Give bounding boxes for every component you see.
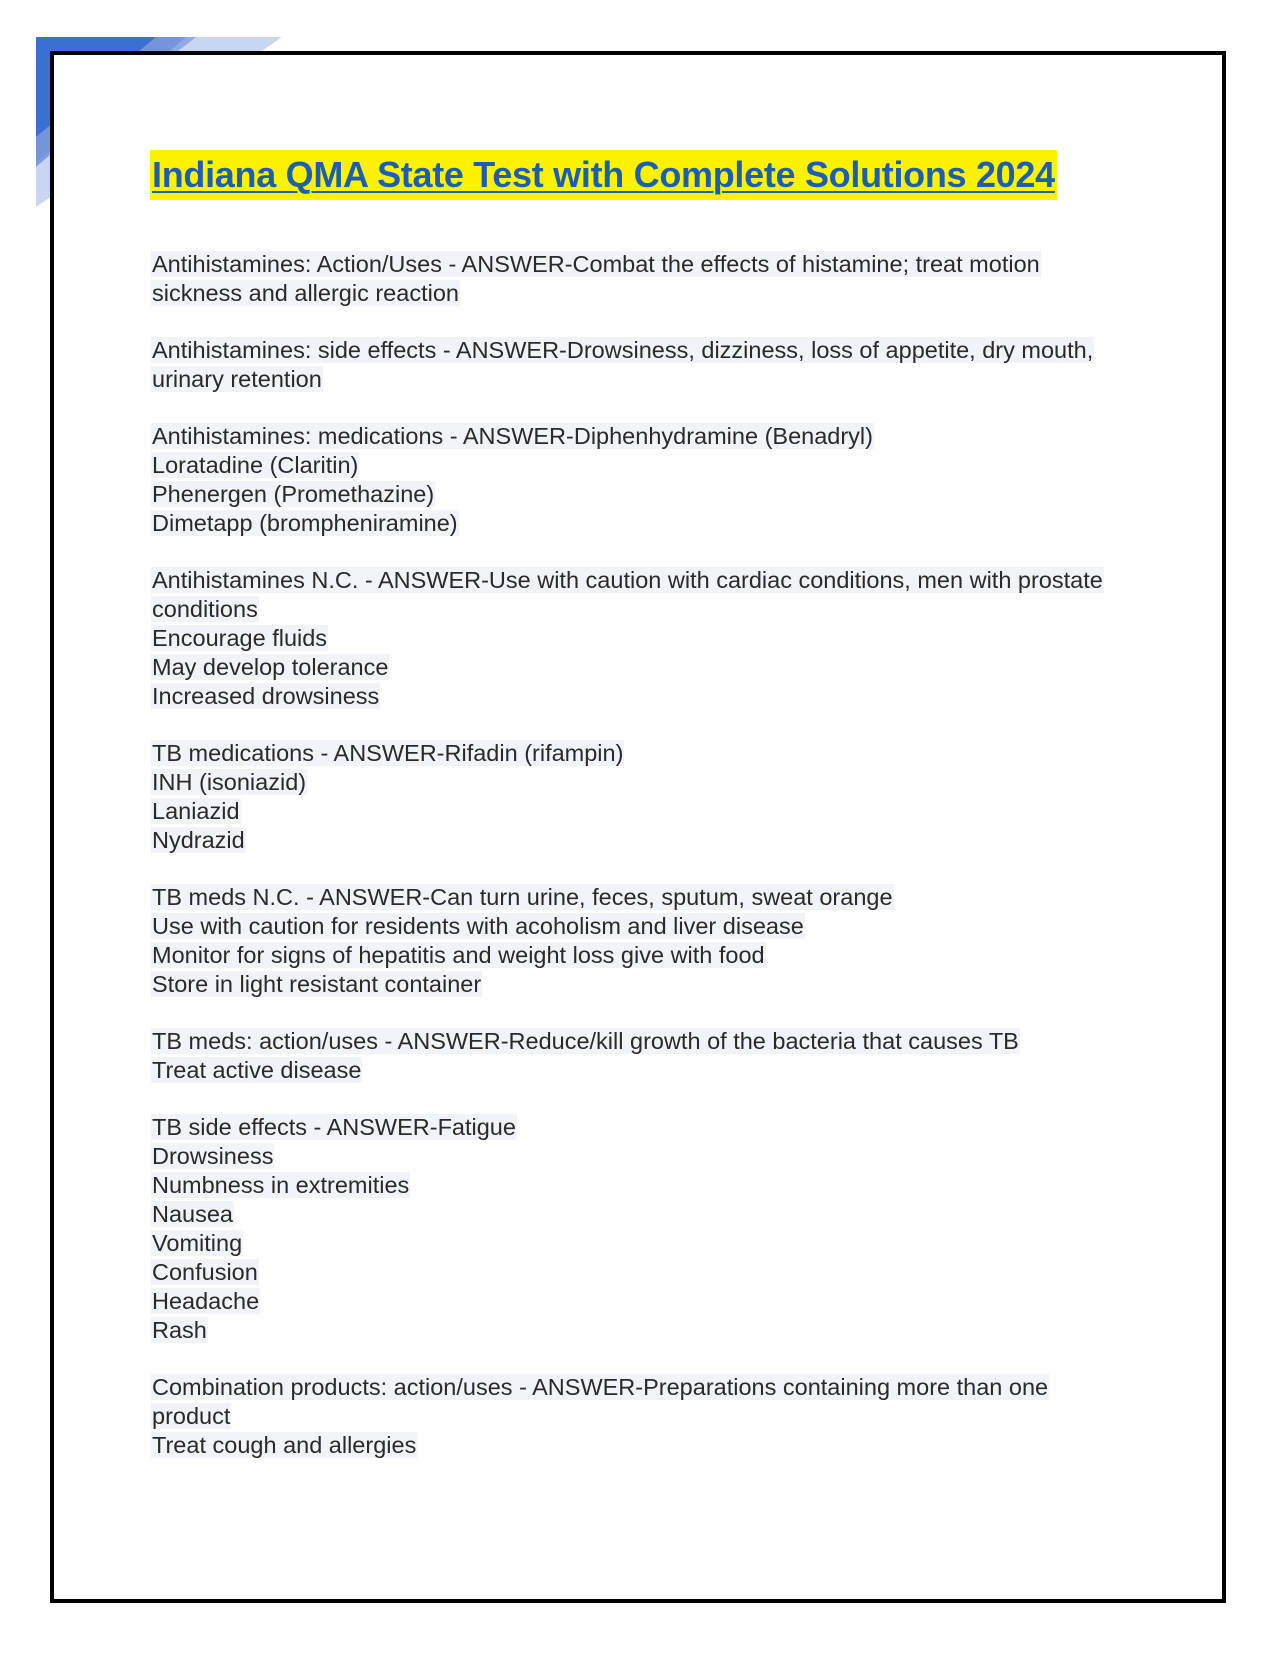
- qa-answer: Store in light resistant container: [152, 971, 482, 997]
- qa-question: TB side effects: [152, 1114, 307, 1140]
- qa-answer-line: [151, 826, 1131, 855]
- qa-answer: Fatigue: [437, 1114, 516, 1140]
- qa-answer-line: [151, 912, 1131, 941]
- qa-answer: Rash: [152, 1317, 207, 1343]
- qa-separator: - ANSWER-: [377, 1028, 509, 1054]
- qa-separator: - ANSWER-: [358, 567, 489, 593]
- qa-question: Antihistamines: medications: [152, 423, 444, 449]
- qa-answer-line: [151, 1431, 1131, 1460]
- qa-answer-line: [151, 682, 1131, 711]
- qa-question-line: [151, 1373, 1131, 1431]
- qa-separator: - ANSWER-: [443, 423, 574, 449]
- qa-item: [151, 1373, 1131, 1460]
- qa-answer: Nausea: [152, 1201, 233, 1227]
- qa-separator: - ANSWER-: [436, 337, 567, 363]
- qa-answer-line: [151, 1200, 1131, 1229]
- qa-answer-line: [151, 768, 1131, 797]
- qa-answer: Preparations containing more than one product: [152, 1374, 1049, 1429]
- qa-question: TB meds N.C.: [152, 884, 300, 910]
- document-title: Indiana QMA State Test with Complete Solutions 2024: [150, 150, 1057, 200]
- qa-answer: Encourage fluids: [152, 625, 328, 651]
- qa-item: [151, 250, 1131, 308]
- qa-item: [151, 566, 1131, 711]
- qa-question: Combination products: action/uses: [152, 1374, 513, 1400]
- qa-answer: Phenergen (Promethazine): [152, 481, 435, 507]
- qa-question-line: [151, 422, 1131, 451]
- qa-question-line: [151, 1113, 1131, 1142]
- qa-answer: Diphenhydramine (Benadryl): [573, 423, 873, 449]
- qa-separator: - ANSWER-: [299, 884, 431, 910]
- qa-question-line: [151, 883, 1131, 912]
- qa-answer-line: [151, 970, 1131, 999]
- qa-answer: Treat active disease: [152, 1057, 362, 1083]
- qa-answer-line: [151, 1258, 1131, 1287]
- qa-answer: Can turn urine, feces, sputum, sweat orange: [430, 884, 893, 910]
- qa-item: [151, 1027, 1131, 1085]
- qa-answer: Rifadin (rifampin): [444, 740, 624, 766]
- qa-answer-line: [151, 509, 1131, 538]
- qa-answer-line: [151, 1142, 1131, 1171]
- qa-answer: Monitor for signs of hepatitis and weight loss give with food: [152, 942, 765, 968]
- qa-separator: - ANSWER-: [441, 251, 573, 277]
- qa-separator: - ANSWER-: [307, 1114, 438, 1140]
- qa-answer: Numbness in extremities: [152, 1172, 410, 1198]
- qa-answer-line: [151, 941, 1131, 970]
- qa-answer: Treat cough and allergies: [152, 1432, 417, 1458]
- qa-answer: Confusion: [152, 1259, 258, 1285]
- qa-question-line: [151, 739, 1131, 768]
- qa-question-line: [151, 336, 1131, 394]
- qa-answer: Vomiting: [152, 1230, 243, 1256]
- qa-item: [151, 422, 1131, 538]
- qa-answer-line: [151, 1056, 1131, 1085]
- qa-list: [151, 250, 1131, 1488]
- qa-question: Antihistamines: Action/Uses: [152, 251, 442, 277]
- qa-question: TB medications: [152, 740, 314, 766]
- qa-answer: Increased drowsiness: [152, 683, 380, 709]
- qa-answer-line: [151, 1287, 1131, 1316]
- qa-question: Antihistamines N.C.: [152, 567, 359, 593]
- qa-answer: May develop tolerance: [152, 654, 389, 680]
- qa-item: [151, 336, 1131, 394]
- qa-separator: - ANSWER-: [313, 740, 445, 766]
- qa-answer-line: [151, 1229, 1131, 1258]
- qa-item: [151, 1113, 1131, 1345]
- qa-answer-line: [151, 451, 1131, 480]
- qa-answer: Drowsiness: [152, 1143, 274, 1169]
- qa-item: [151, 739, 1131, 855]
- qa-answer: Loratadine (Claritin): [152, 452, 359, 478]
- qa-answer-line: [151, 1171, 1131, 1200]
- qa-answer: Laniazid: [152, 798, 240, 824]
- qa-answer-line: [151, 624, 1131, 653]
- page-number: 1: [84, 60, 95, 81]
- qa-answer: Use with caution with cardiac conditions, men with prostate conditions: [152, 567, 1103, 622]
- qa-item: [151, 883, 1131, 999]
- qa-answer: Use with caution for residents with acoholism and liver disease: [152, 913, 804, 939]
- qa-answer: Nydrazid: [152, 827, 245, 853]
- qa-answer: Headache: [152, 1288, 260, 1314]
- qa-answer: Combat the effects of histamine; treat motion sickness and allergic reaction: [152, 251, 1040, 306]
- qa-question-line: [151, 250, 1131, 308]
- qa-answer: Reduce/kill growth of the bacteria that causes TB: [508, 1028, 1019, 1054]
- qa-answer: INH (isoniazid): [152, 769, 307, 795]
- qa-separator: - ANSWER-: [512, 1374, 644, 1400]
- qa-question: Antihistamines: side effects: [152, 337, 437, 363]
- qa-answer-line: [151, 653, 1131, 682]
- qa-answer: Dimetapp (brompheniramine): [152, 510, 458, 536]
- qa-answer-line: [151, 480, 1131, 509]
- qa-question: TB meds: action/uses: [152, 1028, 378, 1054]
- qa-answer-line: [151, 797, 1131, 826]
- qa-question-line: [151, 1027, 1131, 1056]
- qa-answer-line: [151, 1316, 1131, 1345]
- qa-answer: Drowsiness, dizziness, loss of appetite, dry mouth, urinary retention: [152, 337, 1094, 392]
- qa-question-line: [151, 566, 1131, 624]
